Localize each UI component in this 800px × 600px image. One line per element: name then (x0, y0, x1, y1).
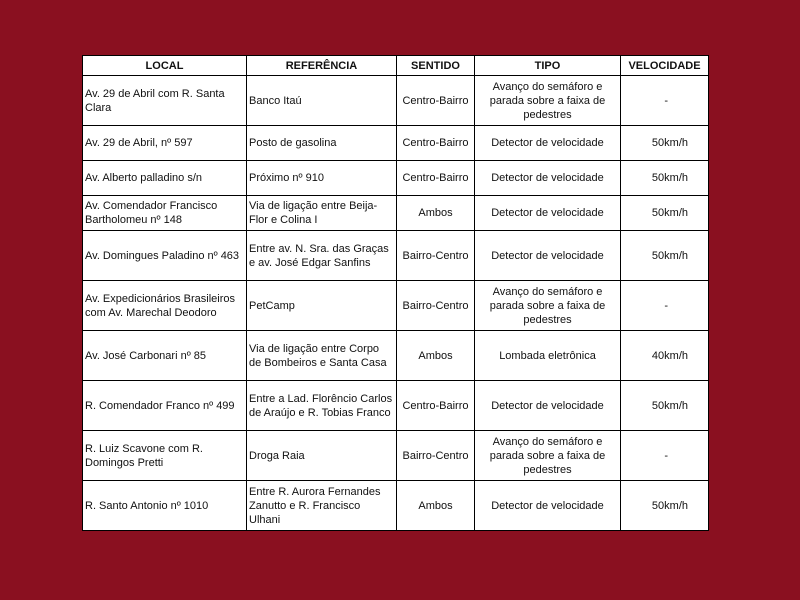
cell-velocidade: 50km/h (621, 126, 709, 161)
cell-velocidade: - (621, 281, 709, 331)
cell-sentido: Bairro-Centro (397, 231, 475, 281)
cell-referencia: Próximo nº 910 (247, 161, 397, 196)
cell-tipo: Detector de velocidade (475, 381, 621, 431)
cell-referencia: Posto de gasolina (247, 126, 397, 161)
cell-velocidade: - (621, 76, 709, 126)
cell-referencia: Entre av. N. Sra. das Graças e av. José Edgar Sanfins (247, 231, 397, 281)
header-referencia: REFERÊNCIA (247, 56, 397, 76)
header-tipo: TIPO (475, 56, 621, 76)
header-row (83, 56, 709, 76)
cell-tipo: Lombada eletrônica (475, 331, 621, 381)
table-row (83, 231, 709, 281)
cell-referencia: Banco Itaú (247, 76, 397, 126)
table-row (83, 281, 709, 331)
table-row (83, 431, 709, 481)
cell-referencia: PetCamp (247, 281, 397, 331)
table-row (83, 331, 709, 381)
cell-local: R. Luiz Scavone com R. Domingos Pretti (83, 431, 247, 481)
cell-local: Av. Domingues Paladino nº 463 (83, 231, 247, 281)
cell-sentido: Ambos (397, 331, 475, 381)
table-row (83, 196, 709, 231)
cell-local: Av. 29 de Abril, nº 597 (83, 126, 247, 161)
cell-local: Av. Comendador Francisco Bartholomeu nº 148 (83, 196, 247, 231)
cell-referencia: Entre a Lad. Florêncio Carlos de Araújo e R. Tobias Franco (247, 381, 397, 431)
header-local: LOCAL (83, 56, 247, 76)
cell-tipo: Avanço do semáforo e parada sobre a faixa de pedestres (475, 281, 621, 331)
cell-referencia: Via de ligação entre Beija-Flor e Colina I (247, 196, 397, 231)
cell-velocidade: 50km/h (621, 231, 709, 281)
cell-local: Av. 29 de Abril com R. Santa Clara (83, 76, 247, 126)
cell-referencia: Droga Raia (247, 431, 397, 481)
cell-velocidade: 50km/h (621, 381, 709, 431)
cell-sentido: Ambos (397, 196, 475, 231)
header-sentido: SENTIDO (397, 56, 475, 76)
cell-tipo: Detector de velocidade (475, 161, 621, 196)
table-row (83, 76, 709, 126)
cell-sentido: Centro-Bairro (397, 381, 475, 431)
table-row (83, 381, 709, 431)
table-row (83, 481, 709, 531)
cell-velocidade: 50km/h (621, 161, 709, 196)
cell-referencia: Entre R. Aurora Fernandes Zanutto e R. Francisco Ulhani (247, 481, 397, 531)
cell-sentido: Centro-Bairro (397, 76, 475, 126)
cell-sentido: Centro-Bairro (397, 161, 475, 196)
cell-sentido: Bairro-Centro (397, 281, 475, 331)
cell-tipo: Detector de velocidade (475, 231, 621, 281)
cell-local: Av. Expedicionários Brasileiros com Av. Marechal Deodoro (83, 281, 247, 331)
cell-tipo: Detector de velocidade (475, 126, 621, 161)
cell-local: Av. José Carbonari nº 85 (83, 331, 247, 381)
cell-velocidade: - (621, 431, 709, 481)
cell-tipo: Avanço do semáforo e parada sobre a faixa de pedestres (475, 431, 621, 481)
cell-local: R. Comendador Franco nº 499 (83, 381, 247, 431)
cell-sentido: Bairro-Centro (397, 431, 475, 481)
cell-tipo: Avanço do semáforo e parada sobre a faixa de pedestres (475, 76, 621, 126)
table-row (83, 161, 709, 196)
cell-velocidade: 40km/h (621, 331, 709, 381)
cell-tipo: Detector de velocidade (475, 481, 621, 531)
cell-sentido: Ambos (397, 481, 475, 531)
cell-velocidade: 50km/h (621, 196, 709, 231)
cell-velocidade: 50km/h (621, 481, 709, 531)
radar-table (82, 55, 709, 531)
cell-local: R. Santo Antonio nº 1010 (83, 481, 247, 531)
header-velocidade: VELOCIDADE (621, 56, 709, 76)
table-row (83, 126, 709, 161)
cell-referencia: Via de ligação entre Corpo de Bombeiros e Santa Casa (247, 331, 397, 381)
cell-tipo: Detector de velocidade (475, 196, 621, 231)
cell-sentido: Centro-Bairro (397, 126, 475, 161)
cell-local: Av. Alberto palladino s/n (83, 161, 247, 196)
radar-table-container (82, 55, 708, 531)
